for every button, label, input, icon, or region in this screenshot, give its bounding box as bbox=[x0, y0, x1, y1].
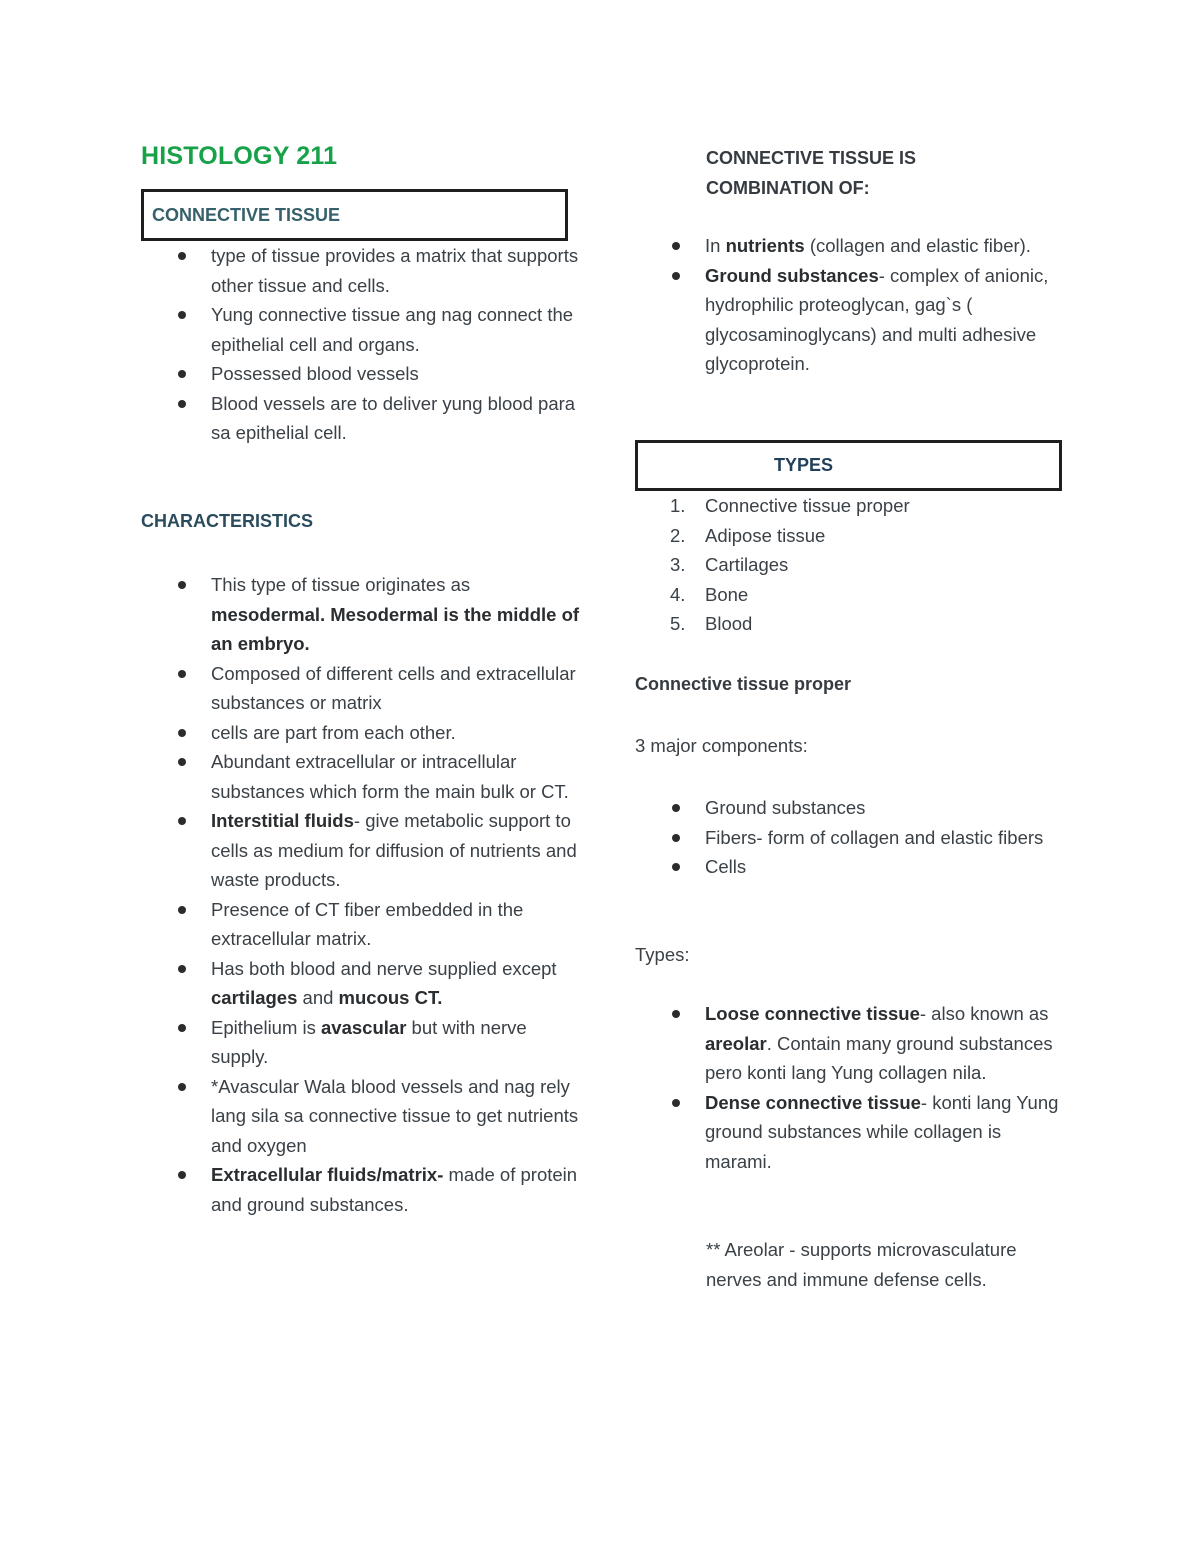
list-item bbox=[635, 609, 1065, 639]
page-title: HISTOLOGY 211 bbox=[141, 142, 338, 170]
list-item bbox=[141, 747, 581, 806]
types-list bbox=[635, 491, 1065, 639]
item-text: Blood vessels are to deliver yung blood para sa epithelial cell. bbox=[211, 392, 576, 443]
list-item bbox=[635, 231, 1065, 261]
item-text: - also known as bbox=[919, 1003, 1049, 1024]
item-text: Adipose tissue bbox=[705, 524, 826, 546]
combination-heading bbox=[706, 144, 916, 203]
list-item bbox=[141, 1013, 581, 1072]
combination-heading-line1: CONNECTIVE TISSUE IS bbox=[706, 148, 917, 168]
list-item bbox=[635, 823, 1065, 853]
item-text: . Contain many ground substances pero konti lang Yung collagen nila. bbox=[705, 1032, 1053, 1083]
list-item bbox=[141, 300, 581, 359]
item-text: Fibers- form of collagen and elastic fibers bbox=[705, 826, 1044, 848]
bold-text: avascular bbox=[321, 1016, 407, 1038]
list-item bbox=[635, 521, 1065, 551]
bold-text: Ground substances bbox=[705, 264, 879, 286]
item-text: *Avascular Wala blood vessels and nag rely lang sila sa connective tissue to get nutrients and oxygen bbox=[211, 1075, 579, 1156]
list-item bbox=[635, 793, 1065, 823]
item-text: Yung connective tissue ang nag connect the epithelial cell and organs. bbox=[211, 304, 574, 355]
item-text: made of protein and ground substances. bbox=[211, 1164, 578, 1215]
combination-list bbox=[635, 231, 1065, 379]
item-text: - konti lang Yung ground substances while collagen is marami. bbox=[705, 1091, 1059, 1172]
item-text: but with nerve supply. bbox=[211, 1016, 527, 1067]
item-text: (collagen and elastic fiber). bbox=[804, 235, 1031, 256]
list-item bbox=[635, 261, 1065, 379]
item-text: Ground substances bbox=[705, 797, 866, 818]
item-number: 3. bbox=[670, 554, 686, 575]
section-header-types bbox=[635, 440, 1062, 491]
item-number: 1. bbox=[670, 495, 686, 516]
section-header-connective-tissue bbox=[141, 189, 568, 241]
item-text: cells are part from each other. bbox=[211, 721, 456, 743]
bold-text: Loose connective tissue bbox=[705, 1003, 920, 1024]
section-header-label: CONNECTIVE TISSUE bbox=[152, 204, 341, 225]
item-text: Abundant extracellular or intracellular substances which form the main bulk or CT. bbox=[211, 751, 569, 802]
item-text: Presence of CT fiber embedded in the extracellular matrix. bbox=[211, 898, 524, 949]
item-text: Blood bbox=[705, 613, 753, 634]
item-text: type of tissue provides a matrix that supports other tissue and cells. bbox=[211, 245, 579, 296]
list-item bbox=[141, 1072, 581, 1161]
list-item bbox=[141, 659, 581, 718]
item-text: - give metabolic support to cells as medium for diffusion of nutrients and waste products. bbox=[211, 810, 577, 890]
characteristics-list bbox=[141, 570, 581, 1219]
item-text: Cartilages bbox=[705, 554, 789, 575]
item-text: Connective tissue proper bbox=[705, 495, 910, 516]
bold-text: mucous CT. bbox=[338, 987, 443, 1008]
list-item bbox=[635, 550, 1065, 580]
bold-text: Dense connective tissue bbox=[705, 1091, 921, 1113]
list-item bbox=[635, 580, 1065, 610]
components-label: 3 major components: bbox=[635, 735, 808, 756]
connective-tissue-list bbox=[141, 241, 581, 448]
section-header-label: TYPES bbox=[773, 455, 834, 475]
bold-text: mesodermal. Mesodermal is the middle of an embryo. bbox=[211, 603, 580, 654]
item-text: In bbox=[705, 235, 726, 256]
list-item bbox=[141, 954, 581, 1013]
bold-text: Extracellular fluids/matrix- bbox=[211, 1164, 444, 1185]
list-item bbox=[635, 852, 1065, 882]
bold-text: Interstitial fluids bbox=[211, 810, 354, 831]
list-item bbox=[141, 359, 581, 389]
item-text: Possessed blood vessels bbox=[211, 363, 419, 384]
ct-proper-types-list bbox=[635, 999, 1065, 1176]
list-item bbox=[635, 1088, 1065, 1177]
bold-text: cartilages bbox=[211, 987, 298, 1008]
areolar-note: ** Areolar - supports microvasculature nerves and immune defense cells. bbox=[706, 1239, 1017, 1290]
item-text: Epithelium is bbox=[211, 1016, 322, 1038]
list-item bbox=[141, 895, 581, 954]
list-item bbox=[141, 1160, 581, 1219]
list-item bbox=[141, 241, 581, 300]
item-text: Cells bbox=[705, 856, 747, 877]
item-number: 4. bbox=[670, 583, 686, 605]
characteristics-heading: CHARACTERISTICS bbox=[141, 511, 314, 531]
combination-heading-line2: COMBINATION OF: bbox=[706, 177, 870, 198]
item-text: Has both blood and nerve supplied except bbox=[211, 957, 557, 979]
bold-text: nutrients bbox=[725, 235, 805, 256]
ct-proper-heading: Connective tissue proper bbox=[635, 674, 852, 694]
list-item bbox=[635, 999, 1065, 1088]
list-item bbox=[141, 718, 581, 748]
item-number: 2. bbox=[670, 524, 686, 546]
types-label: Types: bbox=[635, 944, 690, 965]
list-item bbox=[635, 491, 1065, 521]
item-text: - complex of anionic, hydrophilic proteoglycan, gag`s ( glycosaminoglycans) and multi adhesive glycoprotein. bbox=[705, 264, 1049, 374]
item-text: Composed of different cells and extracellular substances or matrix bbox=[211, 662, 576, 713]
item-text: This type of tissue originates as bbox=[211, 574, 471, 595]
list-item bbox=[141, 806, 581, 895]
item-text: Bone bbox=[705, 583, 749, 605]
item-text: and bbox=[297, 987, 339, 1008]
components-list bbox=[635, 793, 1065, 882]
list-item bbox=[141, 389, 581, 448]
list-item bbox=[141, 570, 581, 659]
bold-text: areolar bbox=[705, 1032, 767, 1054]
item-number: 5. bbox=[670, 613, 686, 634]
